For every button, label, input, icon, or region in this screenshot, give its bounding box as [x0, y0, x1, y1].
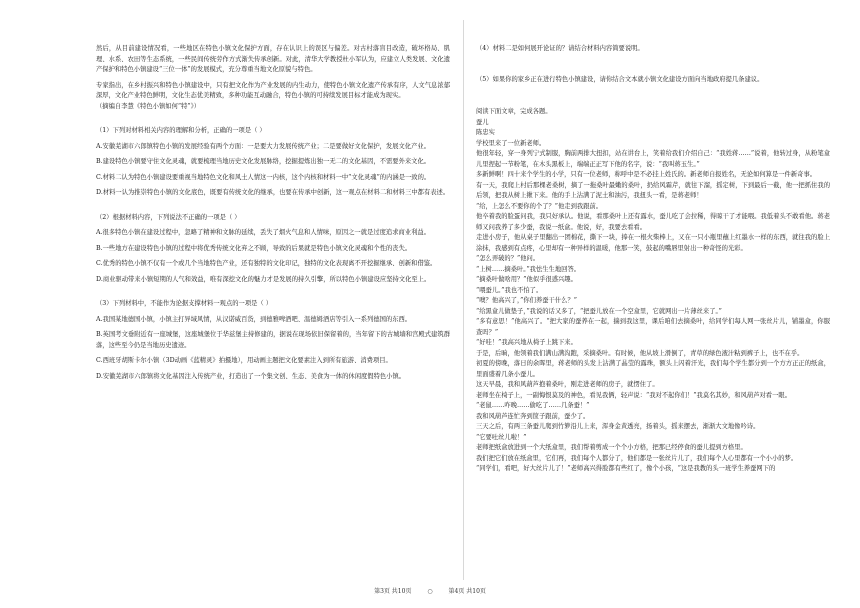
- question-2-option-b: B.一些地方在建设特色小镇的过程中将优秀传统文化弃之不顾，导致的后果就是特色小镇文化灵魂和个性的丧失。: [96, 244, 412, 252]
- question-5: （5）如果你的家乡正在进行特色小镇建设，请你结合文本就小镇文化建设方面向当地政府提几条建议。: [476, 75, 764, 83]
- story-paragraph: “喂蚕儿。”我也不怕了。: [476, 286, 543, 294]
- question-3: [96, 299, 450, 382]
- question-1-option-c: C.材料二认为特色小镇建设要重视当地特色文化和风土人情这一内核，这个内核和材料一中“文化灵魂”的内涵是一致的。: [96, 173, 431, 181]
- left-page: [96, 44, 450, 382]
- question-1: [96, 126, 450, 199]
- story-paragraph: “噢？他高兴了，”你们养蚕干什么？”: [476, 297, 577, 304]
- question-3-option-d: D.安徽芜湖市六郎镇将文化基因注入传统产业，打造出了一个集文创、生态、美食为一体的休闲度假特色小镇。: [96, 372, 406, 380]
- source-citation: （摘编自李慧《特色小镇如何“特”》）: [96, 102, 201, 110]
- story-paragraph: 我们把它们放在纸盒里，它们再，我们每个人都分了，他们都是一张丝片儿了，我们每个人心里都有一个小小的梦。: [476, 454, 798, 462]
- intro-paragraph-1: 然后，从目前建设情况看，一些地区在特色小镇文化保护方面，存在认识上的误区与偏差。对古村落盲目改造，破坏格局、肌理、水系、农田等生态系统，一些民间传统劳作方式渐失传承创新。对此，清华大学教授杜小军认为，应建立人类发展、文化遗产保护和特色小镇建设“三位一体”的发展模式，充分尊重当地文化原貌与特色。: [96, 45, 450, 73]
- story-paragraph: “它要吐丝儿啦！”: [476, 433, 527, 441]
- story-paragraph: 老师坐在椅子上，一副悔恨莫及的神色，看见我俩，轻声说：“我对不起你们！”我莫名其妙，和风葫芦对看一眼。: [476, 391, 791, 399]
- page-divider: [463, 20, 464, 580]
- question-3-option-a: A.我国某地德国小镇，小镇主打异域风情，从汉诺威百货，到德雅啤酒吧、温德姆酒店等引入一系列德国的东西。: [96, 315, 412, 323]
- story-body: [476, 139, 830, 475]
- question-2-option-d: D.商业驱动带来小镇短期的人气和效益，唯有深挖文化的魅力才是发展的持久引擎，所以特色小镇建设应坚持文化至上。: [96, 275, 431, 283]
- question-2-option-c: C.优秀的特色小镇不仅有一个或几个当地特色产业，还有独特的文化印记，独特的文化表现离不开挖掘继承、创新和借鉴。: [96, 260, 437, 267]
- question-4: （4）材料二是如何展开论证的？请结合材料内容简要说明。: [476, 45, 644, 52]
- story-author: 陈忠实: [476, 129, 495, 136]
- question-3-option-c: C.西班牙胡斯卡尔小镇（3D动画《蓝精灵》拍摄地），用动画主题把文化要素注入到所有旅游、消费项目。: [96, 357, 392, 364]
- question-2-option-a: A.很多特色小镇在建设过程中，忽略了精神和文脉的延续，丢失了烟火气息和人情味，原因之一就是过度追求商业利益。: [96, 229, 430, 236]
- story-paragraph: 三天之后，有两三条蚕儿爬到竹箩沿儿上来，浑身金黄透亮，扬着头，摇来摆去，渐渐大文地像吟诗。: [476, 423, 760, 430]
- story-paragraph: 他很年轻，穿一身列宁式制服，胸前两排大扭扣，站在讲台上，笑着给我们介绍自己：“我姓蒋……”说着，他转过身，从粉笔盒儿里捏起一节粉笔，在木头黑板上，端端正正写下他的名字，说：“我叫蒋玉生。”: [476, 150, 830, 168]
- question-2-stem: （2）根据材料内容，下列说法不正确的一项是（ ）: [96, 213, 241, 221]
- right-page: [476, 44, 830, 475]
- story-paragraph: 有一天，我爬上村后那棵老桑树，摘了一拖桑叶最嫩的桑叶，扔给风霜芹，就往下溜，摇定树，下到最后一截，他一把抓住我的后领，把我从树上揪下来。他的手上沾满了泥土和油污，我扭头一看，是蒋老师！: [476, 181, 830, 199]
- question-3-stem: （3）下列材料中，不能作为论据支撑材料一观点的一项是（ ）: [96, 300, 273, 307]
- story-paragraph: “多有意思！”他高兴了。“把大家的蚕养在一起，揣到我这里，课后咱们去摘桑叶，给同学们每人网一张丝片儿，铺墨盒，你服查吗？”: [476, 318, 830, 336]
- question-1-stem: （1）下列对材料相关内容的理解和分析，正确的一项是（ ）: [96, 127, 266, 134]
- question-2: [96, 213, 450, 286]
- story-paragraph: 这天早晨，我和风葫芦抱着桑叶，刚走进老师的房子，就愣住了。: [476, 381, 659, 388]
- story-paragraph: “摘桑叶做啥用？”他似乎很惑兴趣。: [476, 276, 577, 283]
- binding-hole-icon: ○: [427, 588, 433, 595]
- page-number-right: 第4页 共10页: [448, 588, 486, 595]
- story-paragraph: 学校里来了一位新老师。: [476, 139, 546, 147]
- question-3-option-b: B.英国考文垂附近有一座城堡，这座城堡位于华兹堡主持修建的，据说在现场依旧保留着的，当年留下的古城墙和宫殿式建筑群落，这些至今仍是当地历史遗迹。: [96, 331, 450, 349]
- story-paragraph: “上树……摘桑叶。”我怯生生地回答。: [476, 265, 581, 273]
- story-paragraph: 老师把纸盒放进到一个大纸盒里，我们帮着剪成一个个小方格，把那已经停食的蚕儿提到方格里。: [476, 444, 747, 451]
- story-paragraph: “同学们，看吧，好大丝片儿了！”老师高兴得脸都有些红了，像个小孩，“这是我教的头一班学生养蚕网下的: [476, 465, 776, 472]
- story-title: 蚕儿: [476, 118, 489, 126]
- intro-paragraph-2: 专家指出，在乡村振兴和特色小镇建设中，只有把文化作为产业发展的内生动力，使特色小镇文化遗产传承有序，人文气息浓郁深厚，文化产业特色鲜明，文化生态优美精致，多种功能互动融合，特色小镇的可持续发展目标才能成为现实。: [96, 81, 450, 99]
- story-paragraph: “好哇！”我高兴地从椅子上跳下来。: [476, 339, 577, 346]
- story-paragraph: “给，上怎么不要你的个了？”他走到我跟前。: [476, 202, 603, 210]
- story-paragraph: 于是，后晌，他领着我们满山满沟跑，采摘桑叶。有时候，他从坡上滑倒了，青草的绿色液汁粘到裤子上，也不在乎。: [476, 349, 804, 357]
- story-paragraph: 他卒着我的脸蛋问我，我只好承认。他说，看那桑叶上还有露水，蚕儿吃了会拉稀，得晾干了才能喂。我低着头不敢看他。蒋老师又问我养了多少蚕，我说一纸盒。他说，好，我要去看看。: [476, 213, 830, 231]
- page-number-left: 第3页 共10页: [374, 588, 412, 595]
- story-paragraph: 初夏的傍晚，落日的余晖里，蒋老师的头发上沾满了晶莹的露珠，额头上闪着汗光，我们每个学生都分到一个方方正正的纸盒，里面盛着几条小蚕儿。: [476, 360, 830, 378]
- question-1-option-d: D.材料一认为推崇特色小镇的文化底色，既要有传统文化的继承，也要在传承中创新，这一观点在材料二和材料三中都有表述。: [96, 189, 450, 196]
- story-paragraph: “老鼠……咋晚……偷吃了……几条蚕！”: [476, 402, 590, 409]
- story-paragraph: “怎么弄破的？”他问。: [476, 255, 540, 262]
- question-1-option-a: A.安徽芜湖市六郎镇特色小镇的发展经验有两个方面：一是要大力发展传统产业；二是要做好文化保护，发展文化产业。: [96, 142, 430, 150]
- story-paragraph: 走进小房子，他从桌子里翻出一团棉花，撕下一块，捧在一根火柴棒上，又在一只小瓶里蘸上红墨水一样的东西，就往我的脸上涂抹，我感到有点疼，心里却有一种异样的温暖，他那一笑，鼓起的嘴唇里射出一种奇怪的光彩。: [476, 234, 830, 252]
- story-paragraph: 多新鲜啊！四十来个学生的小学，只有一位老师，称呼中是不必挂上姓氏的。新老师自报姓名，无论如何算是一件新奇事。: [476, 171, 817, 178]
- story-paragraph: “给黑盒儿做垫子，”我说的话又多了，“把蚕儿放在一个空盒里，它就网出一片薄丝来了。”: [476, 307, 722, 315]
- story-paragraph: 我和风葫芦连忙奔到筐子跟前，蚕少了。: [476, 412, 590, 420]
- page-footer: [0, 586, 860, 595]
- reading-instruction: 阅读下面文章，完成各题。: [476, 108, 552, 115]
- question-1-option-b: B.建设特色小镇要守住文化灵魂，就要梳理当地历史文化发展脉络，挖掘提炼出独一无二的文化基因，不需要外来文化。: [96, 158, 431, 165]
